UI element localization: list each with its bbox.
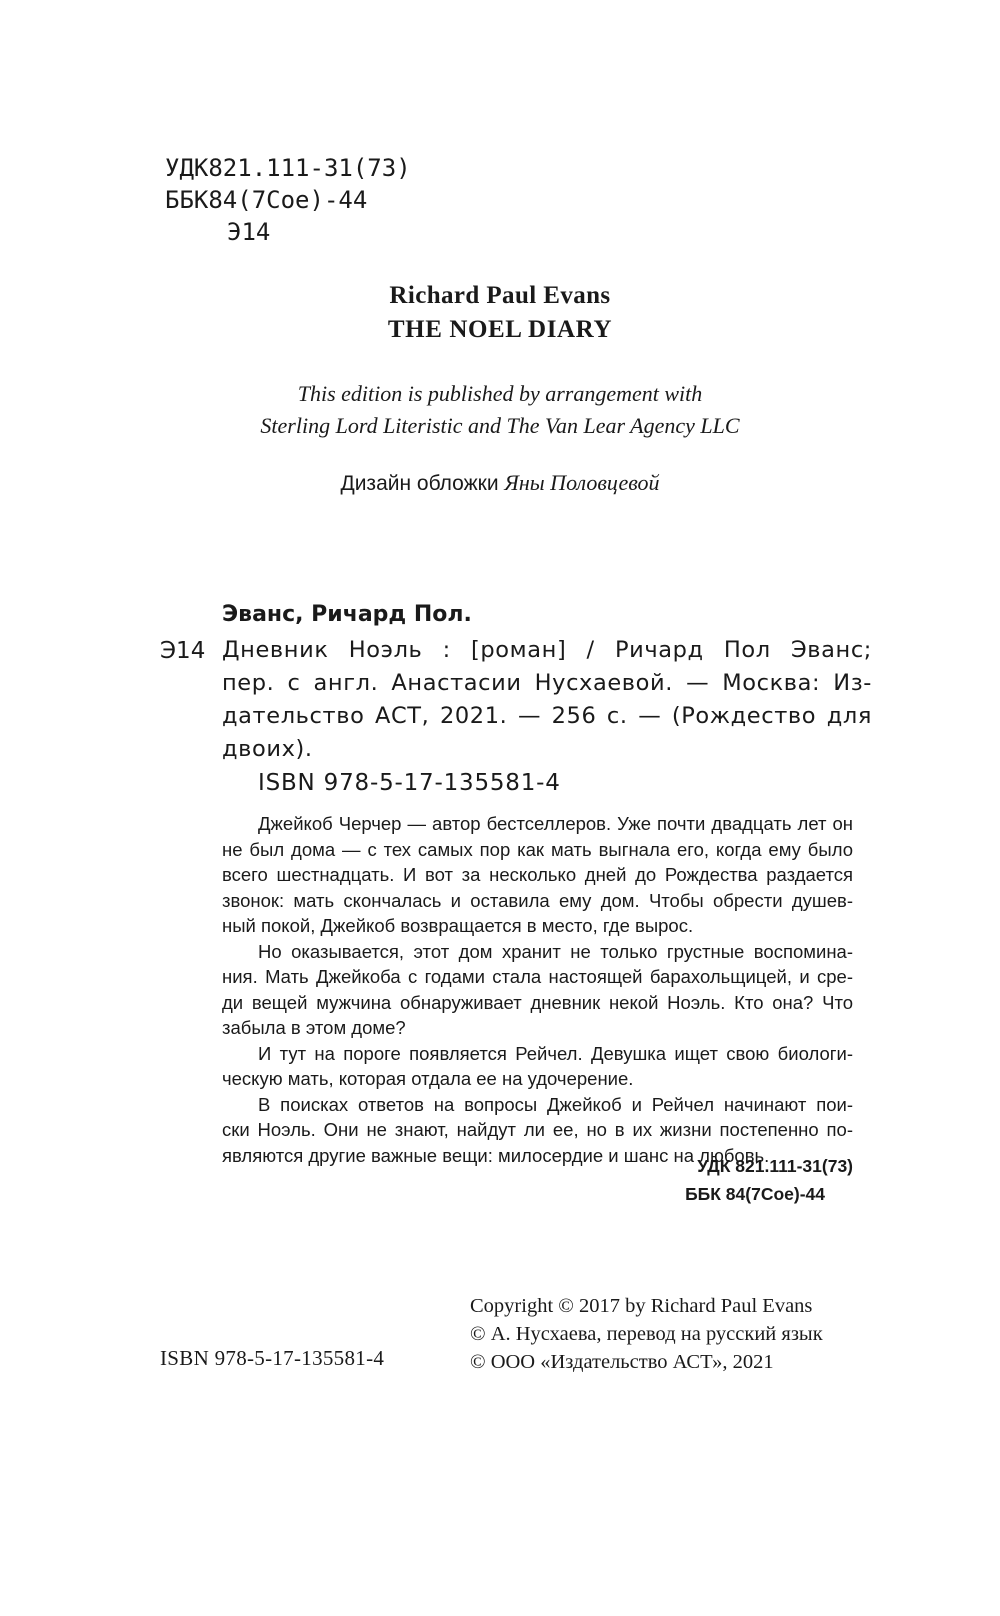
annotation-line: В поисках ответов на вопросы Джейкоб и Рейчел начинают пои- bbox=[258, 1093, 853, 1115]
bbk-code: ББК84(7Сое)-44 bbox=[165, 186, 368, 214]
card-desc-line: дательство АСТ, 2021. — 256 с. — (Рождество для bbox=[222, 703, 872, 729]
original-author: Richard Paul Evans bbox=[389, 282, 611, 309]
udk-code: УДК821.111-31(73) bbox=[165, 154, 411, 182]
annotation-line: Джейкоб Черчер — автор бестселлеров. Уже почти двадцать лет он bbox=[258, 813, 853, 834]
annotation-line: ди вещей мужчина обнаруживает дневник некой Ноэль. Кто она? Что bbox=[222, 991, 853, 1013]
bottom-isbn: ISBN 978-5-17-135581-4 bbox=[160, 1346, 385, 1370]
annotation-line: ческую мать, которая отдала ее на удочерение. bbox=[222, 1068, 634, 1089]
annotation-line: ный покой, Джейкоб возвращается в место, где вырос. bbox=[222, 915, 694, 936]
annotation-line: всего шестнадцать. И вот за несколько дней до Рождества раздается bbox=[222, 864, 853, 885]
copyright-line: © А. Нусхаева, перевод на русский язык bbox=[470, 1323, 823, 1345]
annotation-line: И тут на пороге появляется Рейчел. Девушка ищет свою биологи- bbox=[258, 1042, 853, 1064]
cover-design-label: Дизайн обложки bbox=[340, 472, 505, 495]
annotation-line: ния. Мать Джейкоба с годами стала настоящей барахольщицей, и сре- bbox=[222, 966, 853, 987]
card-desc-line: пер. с англ. Анастасии Нусхаевой. — Москва: Из- bbox=[222, 670, 872, 696]
annotation-codes bbox=[560, 1152, 853, 1208]
annotation-udk: УДК 821.111-31(73) bbox=[697, 1156, 853, 1176]
copyright-line: © ООО «Издательство АСТ», 2021 bbox=[470, 1351, 774, 1373]
copyright-block bbox=[470, 1292, 823, 1376]
rights-notice bbox=[0, 378, 1000, 442]
annotation-line: звонок: мать скончалась и оставила ему дом. Чтобы обрести душев- bbox=[222, 889, 853, 911]
card-author-mark: Э14 bbox=[160, 638, 206, 664]
card-isbn: ISBN 978-5-17-135581-4 bbox=[258, 770, 561, 796]
rights-notice-line1: This edition is published by arrangement with bbox=[297, 381, 703, 406]
annotation-bbk: ББК 84(7Сое)-44 bbox=[685, 1184, 825, 1204]
card-description bbox=[222, 634, 872, 766]
copyright-line: Copyright © 2017 by Richard Paul Evans bbox=[470, 1295, 813, 1317]
annotation-line: Но оказывается, этот дом хранит не только грустные воспомина- bbox=[258, 940, 853, 962]
card-author: Эванс, Ричард Пол. bbox=[222, 602, 472, 627]
cover-designer-name: Яны Половцевой bbox=[504, 470, 660, 495]
card-desc-line: двоих). bbox=[222, 736, 313, 762]
classification-codes bbox=[165, 152, 411, 248]
annotation-line: являются другие важные вещи: милосердие и шанс на любовь. bbox=[222, 1144, 770, 1166]
annotation-line: ски Ноэль. Они не знают, найдут ли ее, но в их жизни постепенно по- bbox=[222, 1119, 853, 1140]
author-mark: Э14 bbox=[227, 218, 271, 246]
annotation bbox=[222, 811, 853, 1168]
rights-notice-line2: Sterling Lord Literistic and The Van Lear Agency LLC bbox=[260, 413, 740, 438]
card-desc-line: Дневник Ноэль : [роман] / Ричард Пол Эванс; bbox=[222, 637, 872, 663]
annotation-line: не был дома — с тех самых пор как мать выгнала его, когда ему было bbox=[222, 838, 853, 860]
cover-design-credit bbox=[0, 470, 1000, 496]
annotation-line: забыла в этом доме? bbox=[222, 1017, 406, 1038]
original-title: THE NOEL DIARY bbox=[387, 316, 613, 343]
